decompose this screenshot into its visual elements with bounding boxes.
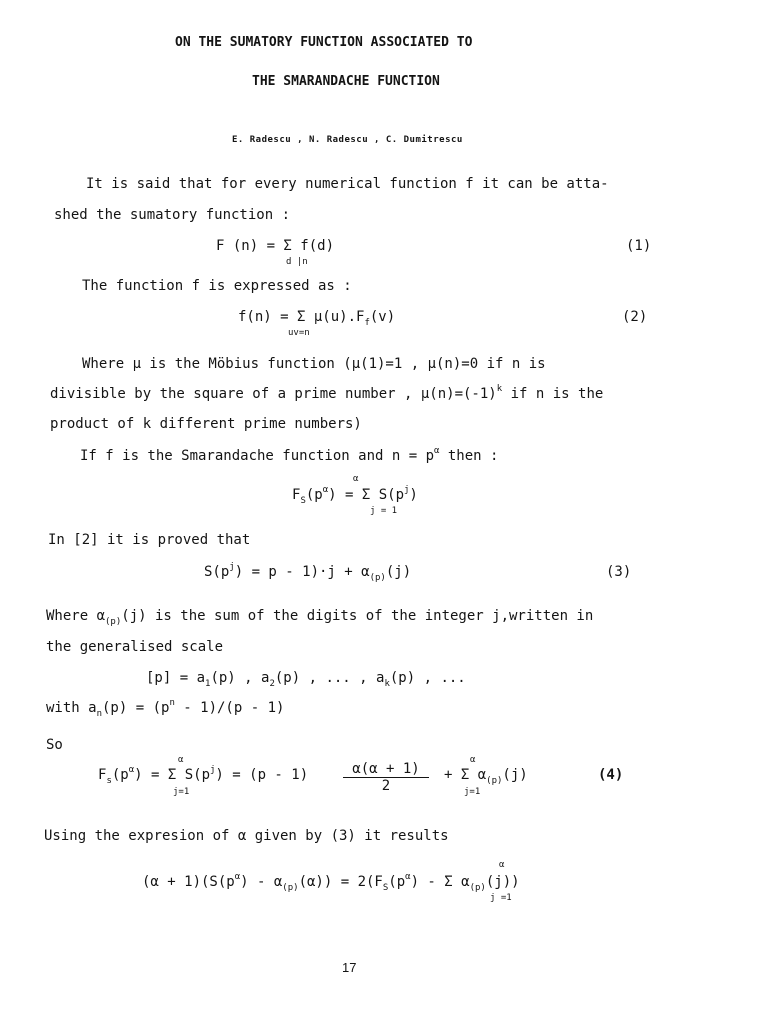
scale-definition: with $a_n(p) = (p^n - 1)/(p - 1)$ [46, 698, 285, 719]
eq5-sum-lower: j =1 [490, 893, 512, 903]
paragraph-3-line-2: divisible by the square of a prime number , $\mu(n)=(-1)^k$ if n is the [50, 384, 604, 402]
paragraph-3-line-1: Where μ is the Möbius function (μ(1)=1 , μ(n)=0 if n is [82, 356, 546, 372]
authors: E. Radescu , N. Radescu , C. Dumitrescu [232, 135, 463, 145]
paragraph-3-line-3: product of k different prime numbers) [50, 416, 362, 432]
fs-sum-upper-limit: α [353, 474, 359, 484]
page-number: 17 [342, 960, 357, 975]
equation-1: F (n) = Σ f(d) [216, 238, 335, 254]
fs-equation: $F_S(p^\alpha) = \Sigma$ $S(p^j)$ [292, 485, 418, 506]
equation-5: $(\alpha + 1)(S(p^\alpha) - \alpha_{(p)}(\alpha)) = 2(F_S(p^\alpha) - \Sigma$ $\alpha_{(p)}(j)$) [142, 872, 520, 893]
equation-3: $S(p^j) = p - 1)\cdot j + \alpha_{(p)}(j)$ [204, 562, 412, 583]
paragraph-1-line-2: shed the sumatory function : [54, 207, 291, 223]
paper-title-line-2: THE SMARANDACHE FUNCTION [252, 74, 440, 89]
eq4-fraction-numerator: α(α + 1) [352, 761, 420, 777]
equation-1-number: (1) [626, 238, 652, 254]
paragraph-2: The function f is expressed as : [82, 278, 352, 294]
equation-1-sum-index: d |n [286, 257, 308, 267]
equation-3-number: (3) [606, 564, 632, 580]
eq4-fraction-denominator: 2 [381, 778, 391, 794]
eq5-sum-upper: α [499, 860, 505, 870]
paper-title-line-1: ON THE SUMATORY FUNCTION ASSOCIATED TO [175, 35, 473, 50]
eq4-sum-1-upper: α [178, 755, 184, 765]
equation-2-sum-index: uv=n [288, 328, 310, 338]
paragraph-7: Using the expresion of α given by (3) it results [44, 828, 449, 844]
eq4-sum-2-upper: α [470, 755, 476, 765]
paragraph-1-line-1: It is said that for every numerical function f it can be atta- [86, 176, 609, 192]
generalised-scale: $[p] = a_1(p)$ , $a_2(p)$ , ... , $a_k(p)$ , ... [146, 670, 466, 689]
equation-2: f(n) = Σ $\mu(u).F_f(v)$ [238, 309, 396, 328]
fs-sum-lower-limit: j = 1 [370, 506, 398, 516]
paragraph-6-line-2: the generalised scale [46, 639, 224, 655]
equation-2-number: (2) [622, 309, 648, 325]
equation-4-rhs: + Σ $\alpha_{(p)}(j)$ [444, 767, 528, 786]
eq4-sum-2-lower: j=1 [464, 787, 481, 797]
paragraph-6-line-1: Where $\alpha_{(p)}(j)$ is the sum of the digits of the integer j,written in [46, 608, 594, 627]
equation-4-lhs: $F_s(p^\alpha) = \Sigma$ $S(p^j) = (p - 1)$ [98, 765, 309, 786]
paragraph-4: If f is the Smarandache function and $n = p^\alpha$ then : [80, 446, 499, 464]
eq4-sum-1-lower: j=1 [173, 787, 190, 797]
so-label: So [46, 737, 63, 753]
paragraph-5: In [2] it is proved that [48, 532, 251, 548]
equation-4-number: (4) [598, 767, 624, 783]
